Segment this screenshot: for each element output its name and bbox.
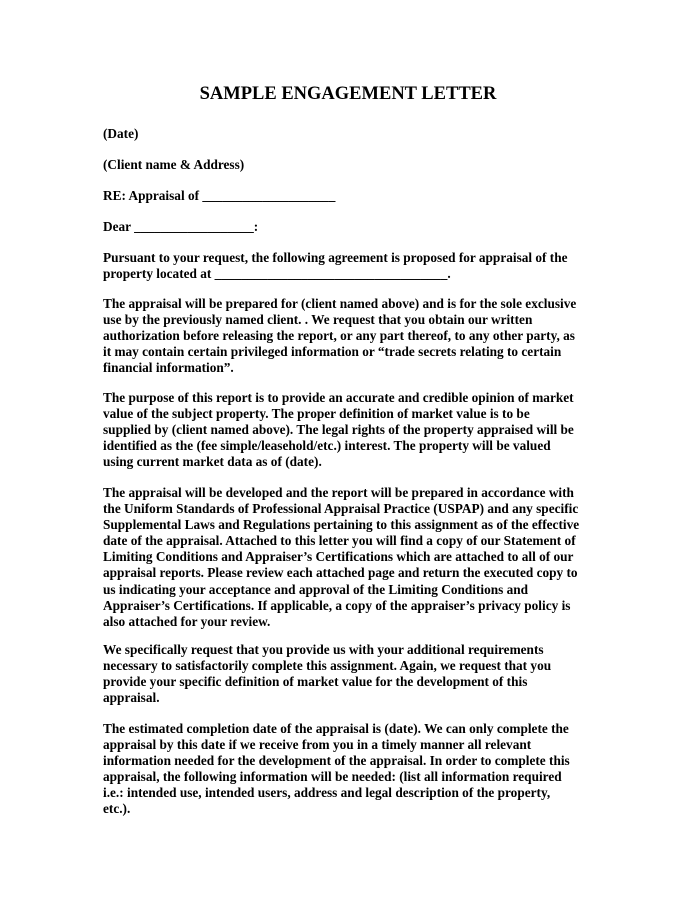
- paragraph-line: it may contain certain privileged information or “trade secrets relating to certain: [103, 344, 562, 360]
- paragraph-line: appraisal by this date if we receive from you in a timely manner all relevant: [103, 737, 532, 753]
- paragraph-line: appraisal reports. Please review each attached page and return the executed copy to: [103, 565, 578, 581]
- paragraph-line: necessary to satisfactorily complete this assignment. Again, we request that you: [103, 658, 552, 674]
- paragraph-line: The appraisal will be developed and the report will be prepared in accordance with: [103, 485, 574, 500]
- paragraph-line: the Uniform Standards of Professional Appraisal Practice (USPAP) and any specific: [103, 501, 579, 517]
- paragraph-line: Appraiser’s Certifications. If applicable, a copy of the appraiser’s privacy policy is: [103, 597, 571, 613]
- paragraph-line: identified as the (fee simple/leasehold/etc.) interest. The property will be valued: [103, 438, 551, 454]
- paragraph-line: also attached for your review.: [103, 613, 271, 629]
- paragraph-line: information needed for the development of the appraisal. In order to complete this: [103, 753, 570, 769]
- paragraph-line: etc.).: [103, 801, 131, 817]
- paragraph-line: value of the subject property. The proper definition of market value is to be: [103, 406, 530, 422]
- paragraph-requirements: [103, 642, 603, 706]
- paragraph-line: Supplemental Laws and Regulations pertaining to this assignment as of the effective: [103, 517, 580, 533]
- paragraph-completion: [103, 721, 603, 818]
- paragraph-line: i.e.: intended use, intended users, address and legal description of the property,: [103, 785, 551, 801]
- paragraph-line: We specifically request that you provide us with your additional requirements: [103, 642, 544, 657]
- letter-title: SAMPLE ENGAGEMENT LETTER: [199, 84, 497, 104]
- paragraph-line: appraisal, the following information will be needed: (list all information required: [103, 769, 562, 785]
- paragraph-client-use: [103, 296, 603, 376]
- paragraph-purpose: [103, 390, 603, 470]
- paragraph-line: supplied by (client named above). The legal rights of the property appraised will be: [103, 422, 574, 438]
- paragraph-line: Pursuant to your request, the following agreement is proposed for appraisal of the: [103, 250, 568, 265]
- paragraph-line: The purpose of this report is to provide an accurate and credible opinion of market: [103, 390, 574, 405]
- paragraph-line: financial information”.: [103, 360, 234, 376]
- paragraph-line: The estimated completion date of the appraisal is (date). We can only complete the: [103, 721, 569, 736]
- paragraph-line: authorization before releasing the report, or any part thereof, to any other party, as: [103, 328, 575, 344]
- paragraph-line: provide your specific definition of market value for the development of this: [103, 674, 528, 690]
- paragraph-line: appraisal.: [103, 690, 160, 706]
- paragraph-line: Limiting Conditions and Appraiser’s Certifications which are attached to all of our: [103, 549, 574, 565]
- paragraph-request: [103, 250, 603, 282]
- paragraph-line: The appraisal will be prepared for (client named above) and is for the sole exclusive: [103, 296, 577, 311]
- paragraph-uspap: [103, 485, 603, 630]
- paragraph-line: using current market data as of (date).: [103, 454, 322, 470]
- paragraph-line: date of the appraisal. Attached to this letter you will find a copy of our Statement of: [103, 533, 576, 549]
- paragraph-line: use by the previously named client. . We request that you obtain our written: [103, 312, 533, 328]
- paragraph-line: us indicating your acceptance and approval of the Limiting Conditions and: [103, 581, 529, 597]
- paragraph-line: property located at ___________________________________.: [103, 266, 451, 282]
- date-line: (Date): [103, 126, 139, 141]
- salutation-line: Dear __________________:: [103, 219, 259, 234]
- re-line: RE: Appraisal of ____________________: [103, 188, 336, 203]
- client-line: (Client name & Address): [103, 157, 245, 172]
